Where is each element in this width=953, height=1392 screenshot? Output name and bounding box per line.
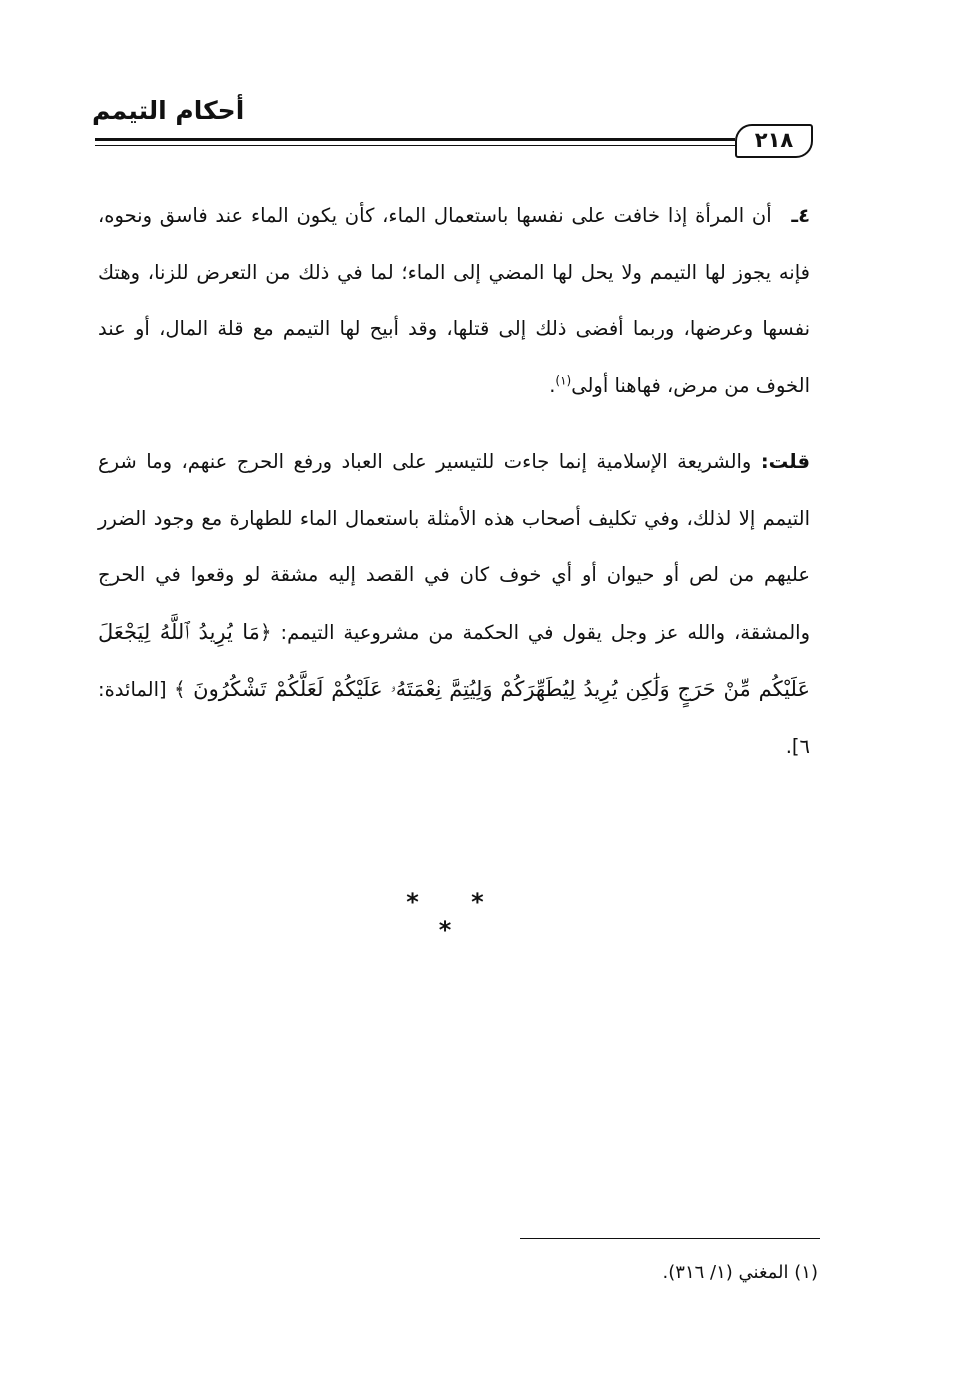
footnote-reference: (١) (555, 373, 572, 387)
footnote-number: (١) (794, 1262, 818, 1283)
header-rule (95, 138, 735, 146)
paragraph-1-end: . (549, 373, 556, 397)
paragraph-1 (98, 188, 810, 414)
page-number: ٢١٨ (735, 124, 813, 158)
paragraph-2-text: والشريعة الإسلامية إنما جاءت للتيسير على العباد ورفع الحرج عنهم، وما شرع التيمم إلا لذلك، وفي تكليف أصحاب هذه الأمثلة باستعمال الماء للطهارة مع وجود الضرر عليهم من لص أو حيوان أو أي خوف كان في القصد إليه مشقة لو وقعوا في الحرج والمشقة، والله عز وجل يقول في الحكمة من مشروعية التيمم: (98, 450, 811, 644)
quran-open-bracket: ﴿ (259, 619, 272, 644)
paragraph-1-text: أن المرأة إذا خافت على نفسها باستعمال الماء، كأن يكون الماء عند فاسق ونحوه، فإنه يجوز لها التيمم ولا يحل لها المضي إلى الماء؛ لما في ذلك من التعرض للزنا، وهتك نفسها وعرضها، وربما أفضى ذلك إلى قتلها، وقد أبيح لها التيمم مع قلة المال، أو عند الخوف من مرض، فهاهنا أولى (98, 204, 810, 397)
footnote (400, 1262, 818, 1283)
quran-close-bracket: ﴾ (174, 677, 186, 701)
quran-verse: مَا يُرِيدُ ٱللَّهُ لِيَجْعَلَ عَلَيْكُم مِّنْ حَرَجٍ وَلَٰكِن يُرِيدُ لِيُطَهِّرَكُمْ وَلِيُتِمَّ نِعْمَتَهُۥ عَلَيْكُمْ لَعَلَّكُمْ تَشْكُرُونَ (98, 619, 811, 701)
item-number: ٤ـ (791, 204, 810, 227)
lead-word: قلت: (760, 450, 810, 473)
running-title: أحكام التيمم (92, 96, 245, 125)
verse-citation: [المائدة: ٦]. (98, 678, 810, 758)
footnote-rule (520, 1238, 820, 1239)
footnote-text: المغني (١/ ٣١٦). (662, 1262, 789, 1283)
paragraph-2 (98, 434, 810, 775)
section-separator: * * * (406, 888, 506, 944)
